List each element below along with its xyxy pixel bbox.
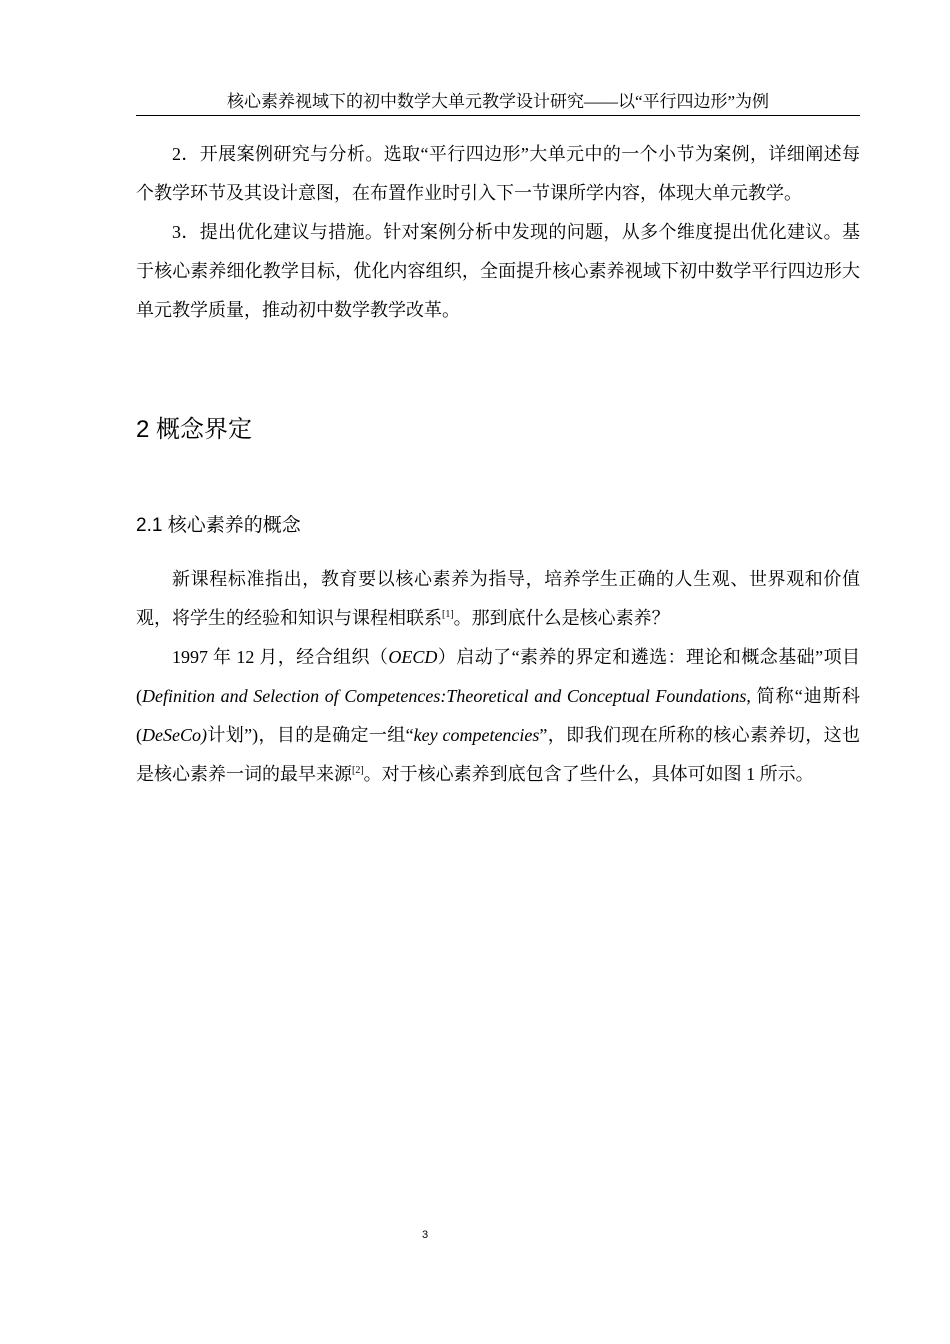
para2-t3: , 简称“迪斯科( bbox=[136, 686, 860, 745]
para2-t1: 1997 年 12 月，经合组织（ bbox=[172, 647, 389, 667]
para2-t2: ）启动了“素养的界定和遴选：理论和概念基础”项目( bbox=[136, 647, 861, 706]
term-project-title: Definition and Selection of Competences:Theoretical and Conceptual Foundations bbox=[142, 686, 747, 706]
para2-t4: 计划”)，目的是确定一组“ bbox=[206, 725, 414, 745]
para2-t5: ”，即我们现在所称的核心素养切，这也是核心素养一词的最早来源 bbox=[136, 725, 860, 784]
header-title: 核心素养视域下的初中数学大单元教学设计研究——以“平行四边形”为例 bbox=[226, 92, 770, 111]
paragraph-core-literacy-intro bbox=[136, 560, 860, 638]
para1-text-b: 。那到底什么是核心素养？ bbox=[453, 608, 670, 628]
list-item-3: 3．提出优化建议与措施。针对案例分析中发现的问题，从多个维度提出优化建议。基于核心素养细化教学目标，优化内容组织，全面提升核心素养视域下初中数学平行四边形大单元教学质量，推动初中数学教学改革。 bbox=[136, 222, 860, 320]
term-key-competencies: key competencies bbox=[413, 725, 540, 745]
citation-ref-1: [1] bbox=[442, 609, 454, 620]
para1-text-a: 新课程标准指出，教育要以核心素养为指导，培养学生正确的人生观、世界观和价值观，将学生的经验和知识与课程相联系 bbox=[136, 569, 860, 628]
subsection-body bbox=[136, 560, 860, 794]
citation-ref-2: [2] bbox=[352, 765, 364, 776]
running-header bbox=[136, 90, 860, 116]
section-heading: 2 概念界定 bbox=[136, 416, 253, 443]
subsection-heading: 2.1 核心素养的概念 bbox=[136, 515, 301, 536]
para2-t6: 。对于核心素养到底包含了些什么，具体可如图 1 所示。 bbox=[363, 764, 814, 784]
list-item-2: 2．开展案例研究与分析。选取“平行四边形”大单元中的一个小节为案例，详细阐述每个教学环节及其设计意图，在布置作业时引入下一节课所学内容，体现大单元教学。 bbox=[136, 144, 860, 203]
term-deseco: DeSeCo) bbox=[142, 725, 207, 745]
page-number: 3 bbox=[421, 1229, 429, 1241]
term-oecd: OECD bbox=[388, 647, 438, 667]
objectives-list bbox=[136, 135, 860, 330]
paragraph-oecd-deseco bbox=[136, 638, 860, 794]
